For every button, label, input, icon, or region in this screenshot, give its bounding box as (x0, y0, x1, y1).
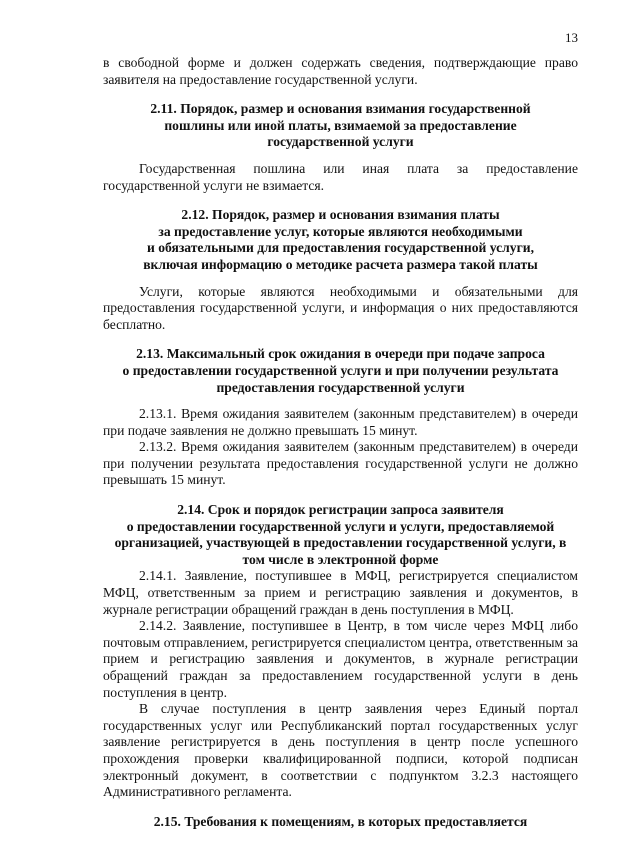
heading-line: 2.14. Срок и порядок регистрации запроса заявителя (177, 502, 504, 518)
section-heading-2-13 (103, 346, 578, 396)
paragraph: 2.13.1. Время ожидания заявителем (законным представителем) в очереди при подаче заявления не должно превышать 15 минут. (103, 406, 578, 438)
heading-line: 2.11. Порядок, размер и основания взимания государственной (150, 101, 531, 117)
paragraph: в свободной форме и должен содержать сведения, подтверждающие право заявителя на предоставление государственной услуги. (103, 55, 578, 87)
heading-line: включая информацию о методике расчета размера такой платы (143, 256, 538, 272)
heading-line: государственной услуги (267, 134, 414, 150)
paragraph: 2.14.2. Заявление, поступившее в Центр, в том числе через МФЦ либо почтовым отправлением, регистрируется специалистом центра, ответственным за прием и регистрацию заявления и документов, в журнале регистрации обращений граждан за предоставлением государственной услуги в день поступления в центр. (103, 618, 578, 700)
heading-line: за предоставление услуг, которые являются необходимыми (158, 223, 523, 239)
page-body (103, 55, 578, 830)
heading-line: 2.13. Максимальный срок ожидания в очереди при подаче запроса (136, 346, 545, 362)
section-heading-2-15 (103, 814, 578, 831)
heading-line: 2.12. Порядок, размер и основания взимания платы (181, 207, 500, 223)
paragraph: Государственная пошлина или иная плата за предоставление государственной услуги не взимается. (103, 160, 578, 193)
paragraph: В случае поступления в центр заявления через Единый портал государственных услуг или Республиканский портал государственных услуг заявление регистрируется в день поступления в центр после успешного прохождения проверки квалифицированной подписи, которой подписан электронный документ, в соответствии с подпунктом 3.2.3 настоящего Административного регламента. (103, 701, 578, 800)
heading-line: пошлины или иной платы, взимаемой за предоставление (164, 117, 517, 133)
paragraph: Услуги, которые являются необходимыми и обязательными для предоставления государственной услуги, и информация о них предоставляются бесплатно. (103, 283, 578, 332)
heading-line: и обязательными для предоставления государственной услуги, (147, 240, 534, 256)
section-heading-2-11 (103, 101, 578, 151)
paragraph: 2.14.1. Заявление, поступившее в МФЦ, регистрируется специалистом МФЦ, ответственным за прием и регистрацию заявления и документов, в журнале регистрации обращений граждан в день поступления в МФЦ. (103, 568, 578, 617)
heading-line: о предоставлении государственной услуги и при получении результата (122, 362, 559, 378)
section-heading-2-12 (103, 207, 578, 273)
heading-line: 2.15. Требования к помещениям, в которых предоставляется (153, 813, 528, 829)
page-number: 13 (565, 30, 578, 45)
heading-line: предоставления государственной услуги (216, 379, 465, 395)
heading-line: том числе в электронной форме (242, 551, 439, 567)
heading-line: о предоставлении государственной услуги и услуги, предоставляемой (126, 518, 555, 534)
heading-line: организацией, участвующей в предоставлении государственной услуги, в (114, 535, 567, 551)
paragraph: 2.13.2. Время ожидания заявителем (законным представителем) в очереди при получении результата предоставления государственной услуги не должно превышать 15 минут. (103, 439, 578, 488)
section-heading-2-14 (103, 502, 578, 568)
